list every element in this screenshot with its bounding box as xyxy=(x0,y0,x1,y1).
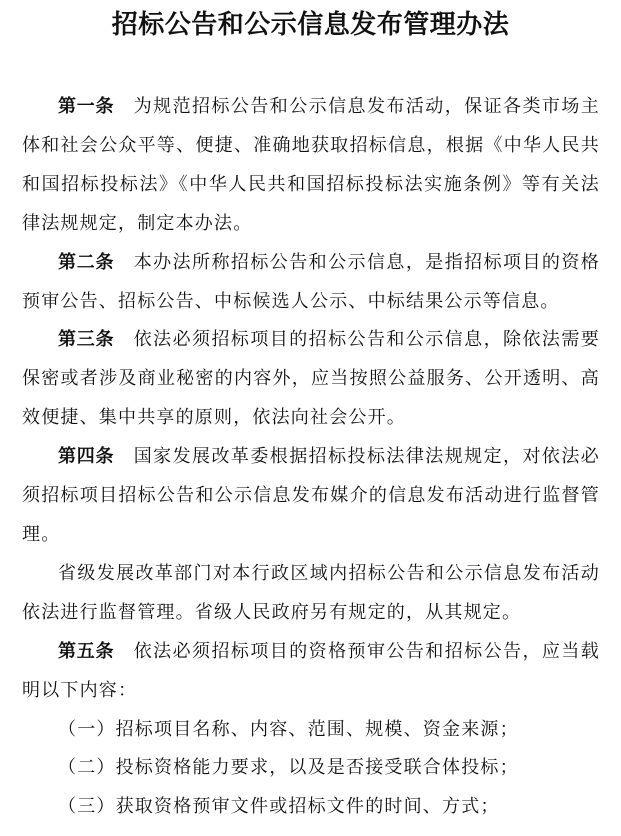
article-heading: 第五条 xyxy=(58,640,115,662)
list-item: （三）获取资格预审文件或招标文件的时间、方式； xyxy=(58,796,500,818)
article-5 xyxy=(22,633,600,711)
article-text: 本办法所称招标公告和公示信息，是指招标项目的资格预审公告、招标公告、中标候选人公示、中标结果公示等信息。 xyxy=(22,251,601,312)
article-1 xyxy=(22,88,600,244)
article-text: 为规范招标公告和公示信息发布活动，保证各类市场主体和社会公众平等、便捷、准确地获取招标信息，根据《中华人民共和国招标投标法》《中华人民共和国招标投标法实施条例》等有关法律法规规定，制定本办法。 xyxy=(22,96,601,234)
article-text: 依法必须招标项目的招标公告和公示信息，除依法需要保密或者涉及商业秘密的内容外，应当按照公益服务、公开透明、高效便捷、集中共享的原则，依法向社会公开。 xyxy=(22,329,601,429)
list-item: （一）招标项目名称、内容、范围、规模、资金来源； xyxy=(58,718,519,740)
article-heading: 第四条 xyxy=(58,446,115,468)
article-heading: 第二条 xyxy=(58,251,115,273)
article-heading: 第一条 xyxy=(58,96,115,117)
article-4 xyxy=(22,438,600,555)
article-heading: 第三条 xyxy=(58,329,115,351)
article-text: 依法必须招标项目的资格预审公告和招标公告，应当载明以下内容： xyxy=(22,640,601,701)
document-body xyxy=(22,88,600,827)
article-4-continuation: 省级发展改革部门对本行政区域内招标公告和公示信息发布活动依法进行监督管理。省级人民政府另有规定的，从其规定。 xyxy=(22,562,600,623)
article-3 xyxy=(22,321,600,438)
list-item: （二）投标资格能力要求，以及是否接受联合体投标； xyxy=(58,757,519,779)
article-2 xyxy=(22,244,600,322)
document-title: 招标公告和公示信息发布管理办法 xyxy=(111,10,510,40)
article-text: 国家发展改革委根据招标投标法律法规规定，对依法必须招标项目招标公告和公示信息发布媒介的信息发布活动进行监督管理。 xyxy=(22,446,601,545)
